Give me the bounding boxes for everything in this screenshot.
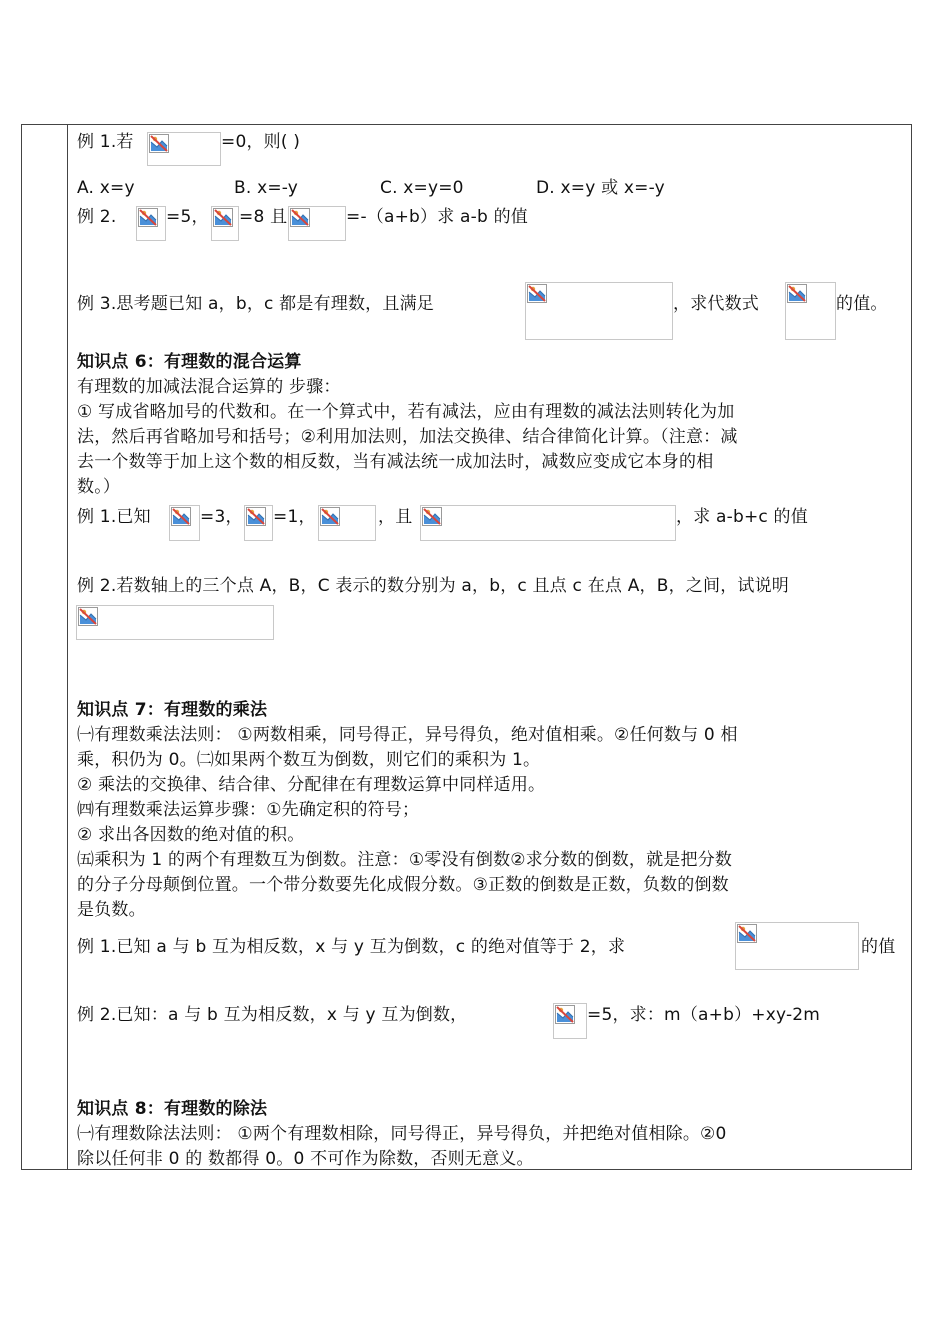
formula-image: [525, 282, 673, 340]
formula-image: [136, 206, 166, 241]
text: ，且: [378, 507, 413, 527]
example-label: 例 1.若: [77, 132, 134, 152]
text: ，求代数式: [673, 294, 759, 314]
text: =5，求：m（a+b）+xy-2m: [587, 1005, 821, 1025]
paragraph-line: ㈠有理数除法法则： ①两个有理数相除，同号得正，异号得负，并把绝对值相除。②0: [77, 1124, 727, 1144]
broken-image-icon: [246, 507, 266, 526]
text: 的值: [861, 937, 896, 957]
text: ，求 a-b+c 的值: [676, 507, 808, 527]
section-heading: 知识点 8：有理数的除法: [77, 1099, 268, 1119]
broken-image-icon: [213, 208, 233, 227]
paragraph-line: 的分子分母颠倒位置。一个带分数要先化成假分数。③正数的倒数是正数，负数的倒数: [77, 875, 729, 895]
broken-image-icon: [320, 507, 340, 526]
broken-image-icon: [171, 507, 191, 526]
paragraph-line: 乘，积仍为 0。㈡如果两个数互为倒数，则它们的乘积为 1。: [77, 750, 541, 770]
paragraph-line: ② 乘法的交换律、结合律、分配律在有理数运算中同样适用。: [77, 775, 546, 795]
text: =0，则( ): [221, 132, 301, 152]
broken-image-icon: [555, 1005, 575, 1024]
text: =3，: [200, 507, 243, 527]
broken-image-icon: [149, 134, 169, 153]
broken-image-icon: [737, 924, 757, 943]
option-d: D. x=y 或 x=-y: [536, 178, 665, 198]
option-b: B. x=-y: [234, 178, 299, 198]
paragraph-line: ② 求出各因数的绝对值的积。: [77, 825, 305, 845]
example-line: 例 2.已知：a 与 b 互为相反数，x 与 y 互为倒数，: [77, 1005, 468, 1025]
paragraph-line: ㈤乘积为 1 的两个有理数互为倒数。注意：①零没有倒数②求分数的倒数，就是把分数: [77, 850, 733, 870]
option-a: A. x=y: [77, 178, 135, 198]
section-heading: 知识点 6：有理数的混合运算: [77, 352, 302, 372]
broken-image-icon: [290, 208, 310, 227]
example-line: 例 3.思考题已知 a，b，c 都是有理数，且满足: [77, 294, 434, 314]
paragraph-line: 法，然后再省略加号和括号；②利用加法则，加法交换律、结合律简化计算。（注意：减: [77, 427, 738, 447]
broken-image-icon: [787, 284, 807, 303]
broken-image-icon: [138, 208, 158, 227]
example-label: 例 1.已知: [77, 507, 151, 527]
formula-image: [147, 132, 221, 166]
paragraph-line: 去一个数等于加上这个数的相反数，当有减法统一成加法时，减数应变成它本身的相: [77, 452, 714, 472]
broken-image-icon: [527, 284, 547, 303]
paragraph-line: ㈠有理数乘法法则： ①两数相乘，同号得正，异号得负，绝对值相乘。②任何数与 0 相: [77, 725, 738, 745]
paragraph-line: ① 写成省略加号的代数和。在一个算式中，若有减法，应由有理数的减法法则转化为加: [77, 402, 735, 422]
text: =-（a+b）求 a-b 的值: [346, 207, 528, 227]
text: =1，: [273, 507, 316, 527]
paragraph-line: ㈣有理数乘法运算步骤：①先确定积的符号；: [77, 800, 420, 820]
formula-image: [318, 505, 376, 541]
broken-image-icon: [78, 607, 98, 626]
paragraph-line: 有理数的加减法混合运算的 步骤：: [77, 377, 341, 397]
broken-image-icon: [422, 507, 442, 526]
text: =8 且: [239, 207, 288, 227]
formula-image: [76, 605, 274, 640]
formula-image: [288, 206, 346, 241]
formula-image: [785, 282, 836, 340]
example-line: 例 1.已知 a 与 b 互为相反数，x 与 y 互为倒数，c 的绝对值等于 2，求: [77, 937, 626, 957]
table-column-divider: [67, 124, 68, 1170]
formula-image: [735, 922, 859, 970]
formula-image: [169, 505, 200, 541]
text: =5，: [166, 207, 209, 227]
example-line: [77, 132, 134, 152]
option-c: C. x=y=0: [380, 178, 464, 198]
formula-image: [211, 206, 239, 241]
formula-image: [420, 505, 676, 541]
paragraph-line: 数。）: [77, 477, 121, 497]
section-heading: 知识点 7：有理数的乘法: [77, 700, 268, 720]
formula-image: [244, 505, 273, 541]
example-line: 例 2.若数轴上的三个点 A，B，C 表示的数分别为 a，b，c 且点 c 在点 A，B，之间，试说明: [77, 576, 790, 596]
formula-image: [553, 1003, 587, 1039]
example-label: 例 2.: [77, 207, 117, 227]
paragraph-line: 是负数。: [77, 900, 146, 920]
paragraph-line: 除以任何非 0 的 数都得 0。0 不可作为除数，否则无意义。: [77, 1149, 534, 1169]
text: 的值。: [836, 294, 888, 314]
